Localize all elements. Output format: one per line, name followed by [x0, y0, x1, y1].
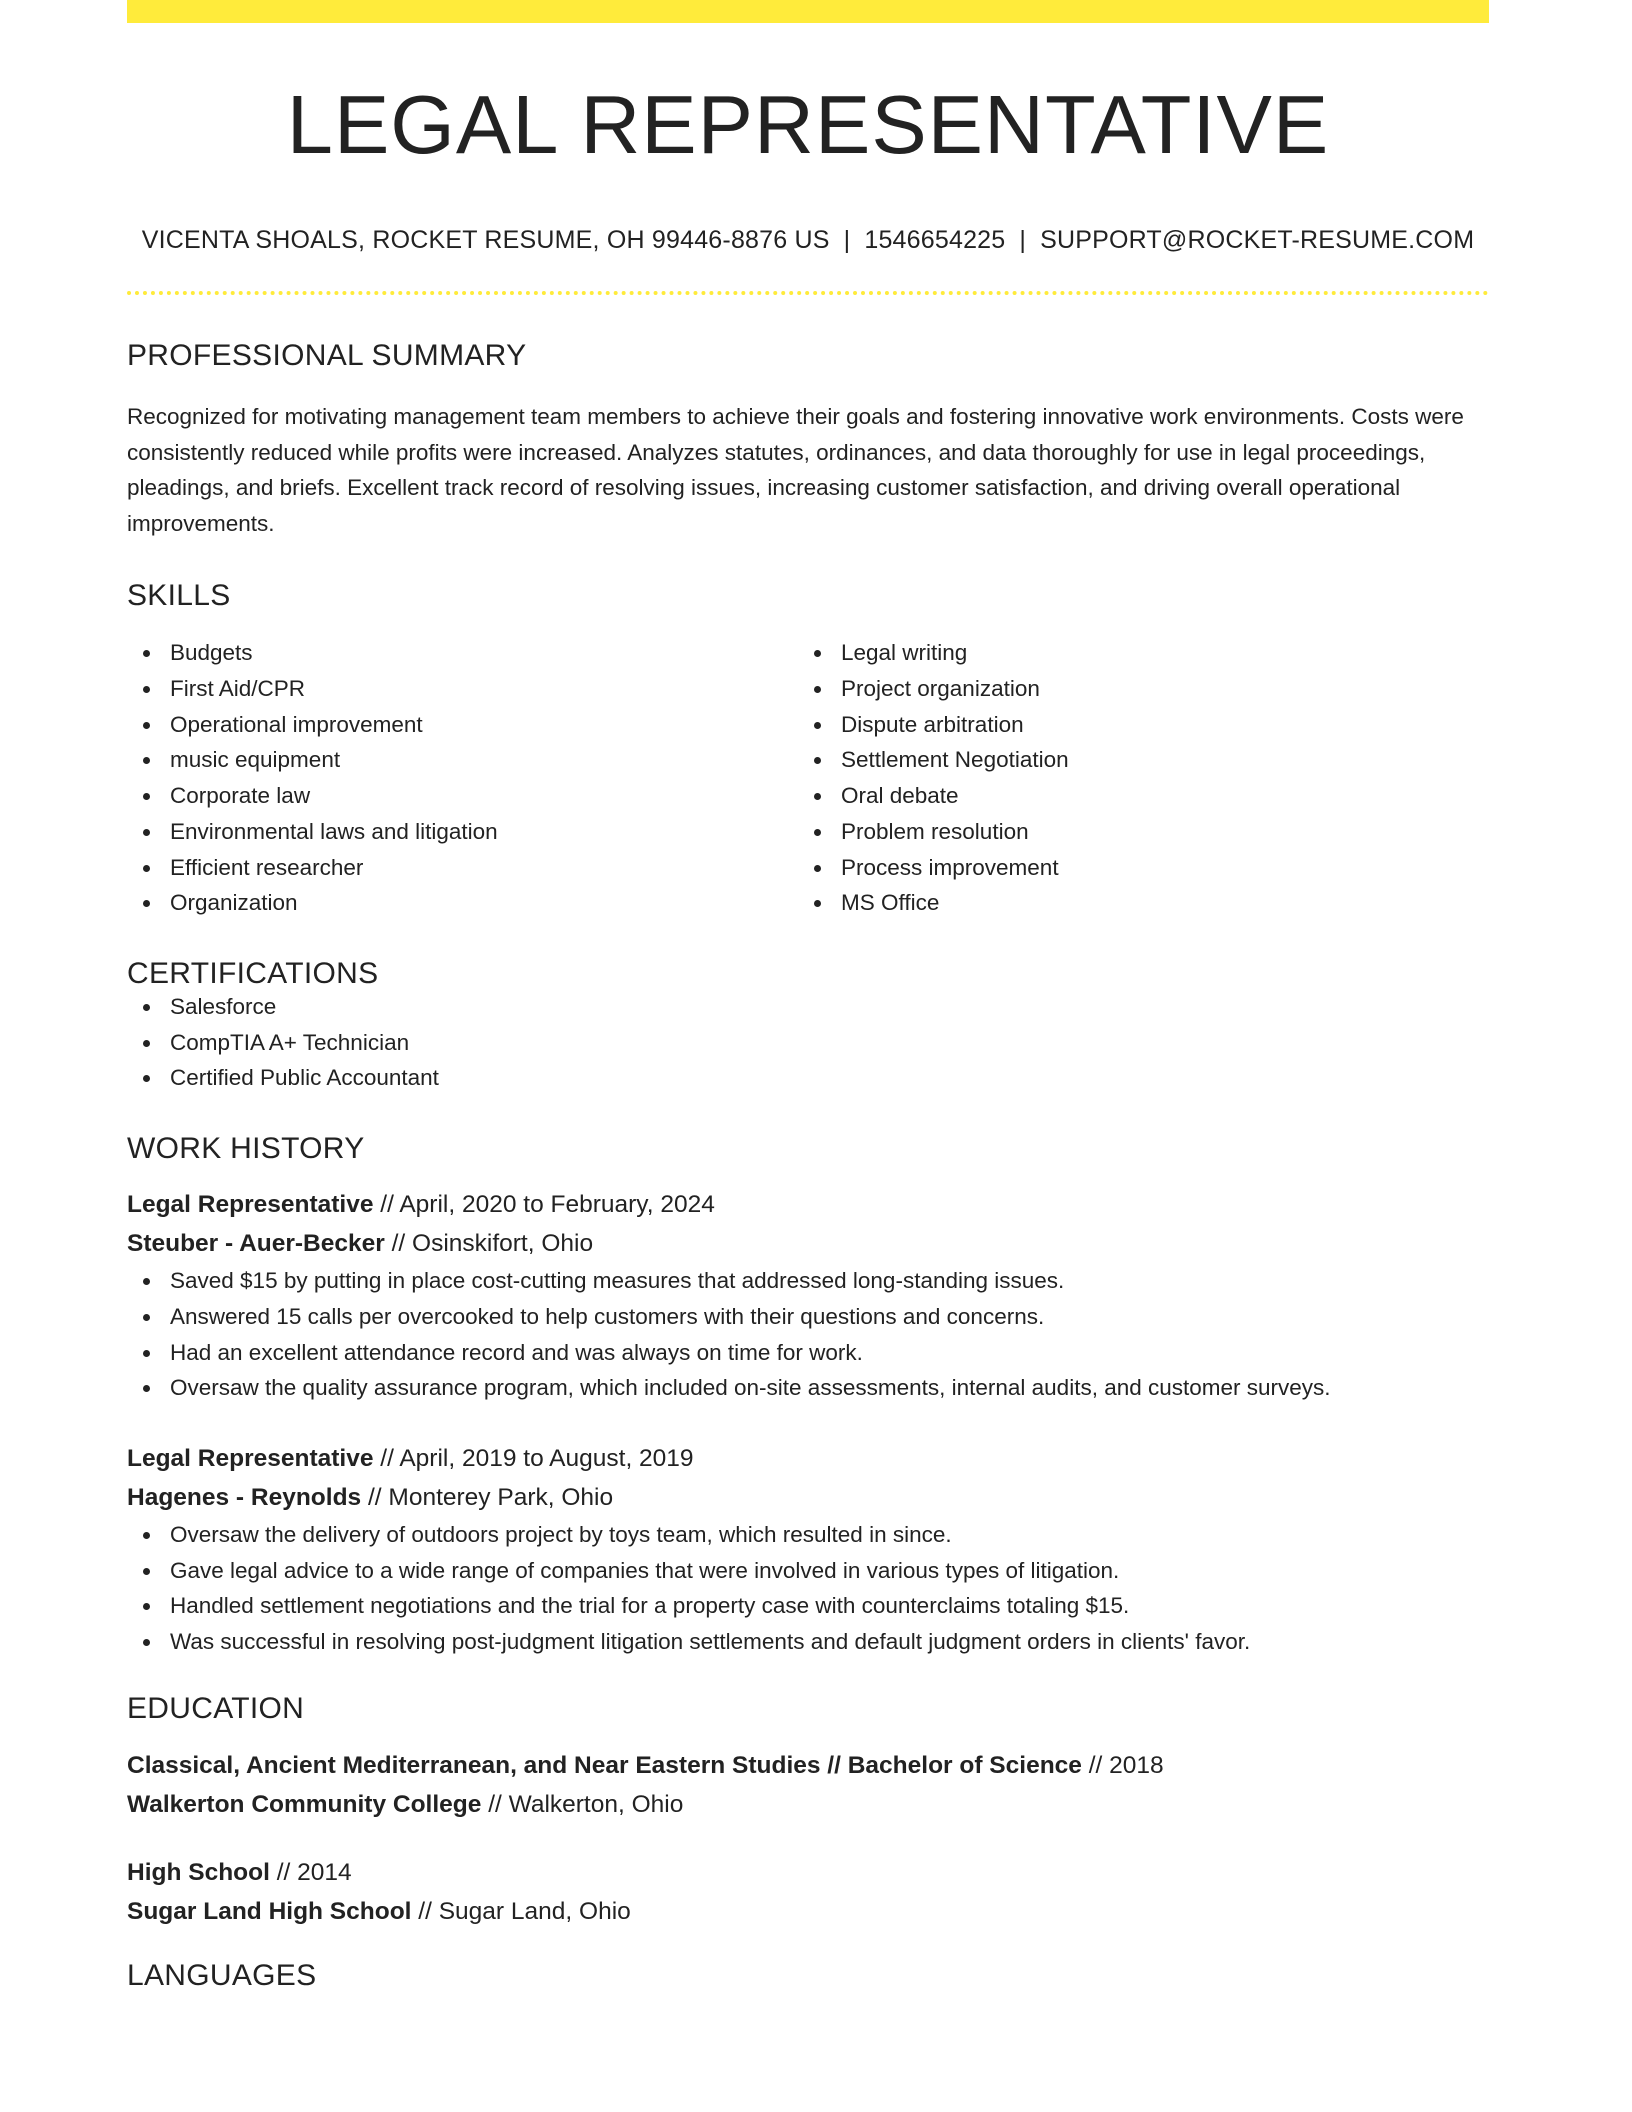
- job-entry: [127, 1439, 1489, 1660]
- skill-item: Budgets: [127, 635, 798, 671]
- education-entry: [127, 1853, 1489, 1931]
- job-dates: // April, 2019 to August, 2019: [373, 1444, 694, 1472]
- education-school-line: [127, 1892, 1489, 1931]
- skills-list-left: [127, 635, 798, 921]
- summary-paragraph: Recognized for motivating management team members to achieve their goals and fostering innovative work environments. Costs were consistently reduced while profits were increased. Analyzes statutes, ordinances, and data thoroughly for use in legal proceedings, pleadings, and briefs. Excellent track record of resolving issues, increasing customer satisfaction, and driving overall operational improvements.: [127, 404, 1464, 536]
- job-role: Legal Representative: [127, 1444, 374, 1472]
- job-company: Steuber - Auer-Becker: [127, 1230, 385, 1258]
- education-location: // Walkerton, Ohio: [481, 1790, 684, 1818]
- job-title-line: [127, 1439, 1489, 1478]
- job-bullet: Oversaw the delivery of outdoors project by toys team, which resulted in since.: [127, 1517, 1489, 1553]
- job-bullet-list: [127, 1517, 1489, 1660]
- job-dates: // April, 2020 to February, 2024: [373, 1191, 715, 1219]
- job-bullet: Answered 15 calls per overcooked to help customers with their questions and concerns.: [127, 1299, 1489, 1335]
- resume-title: LEGAL REPRESENTATIVE: [286, 78, 1330, 171]
- section-title-work-history: WORK HISTORY: [127, 1132, 365, 1166]
- section-title-skills: SKILLS: [127, 579, 231, 613]
- section-title-summary: PROFESSIONAL SUMMARY: [127, 339, 527, 372]
- education-year: // 2014: [269, 1858, 352, 1886]
- job-bullet: Gave legal advice to a wide range of companies that were involved in various types of litigation.: [127, 1553, 1489, 1589]
- skill-item: MS Office: [798, 885, 1469, 921]
- skill-item: Corporate law: [127, 778, 798, 814]
- certification-item: Certified Public Accountant: [127, 1060, 1489, 1096]
- education-year: // 2018: [1081, 1751, 1164, 1779]
- section-title-languages: LANGUAGES: [127, 1958, 317, 1992]
- contact-line: [127, 228, 1489, 253]
- job-location: // Monterey Park, Ohio: [361, 1483, 614, 1511]
- skill-item: Environmental laws and litigation: [127, 814, 798, 850]
- skill-item: music equipment: [127, 742, 798, 778]
- education-degree-line: [127, 1853, 1489, 1892]
- contact-email: SUPPORT@ROCKET-RESUME.COM: [1040, 226, 1475, 254]
- skills-list-right: [798, 635, 1469, 921]
- education-degree: High School: [127, 1858, 270, 1886]
- skill-item: Project organization: [798, 671, 1469, 707]
- job-bullet: Was successful in resolving post-judgment litigation settlements and default judgment orders in clients' favor.: [127, 1624, 1489, 1660]
- certification-item: CompTIA A+ Technician: [127, 1025, 1489, 1061]
- skill-item: Operational improvement: [127, 707, 798, 743]
- education-school: Sugar Land High School: [127, 1897, 412, 1925]
- job-company: Hagenes - Reynolds: [127, 1483, 362, 1511]
- job-company-line: [127, 1224, 1489, 1263]
- skill-item: Legal writing: [798, 635, 1469, 671]
- contact-address: VICENTA SHOALS, ROCKET RESUME, OH 99446-8876 US: [141, 226, 830, 254]
- skill-item: Process improvement: [798, 850, 1469, 886]
- certifications-list: [127, 989, 1489, 1096]
- section-title-education: EDUCATION: [127, 1691, 305, 1725]
- job-bullet: Had an excellent attendance record and was always on time for work.: [127, 1335, 1489, 1371]
- contact-separator: |: [843, 226, 851, 254]
- skill-item: Dispute arbitration: [798, 707, 1469, 743]
- job-bullet: Saved $15 by putting in place cost-cutting measures that addressed long-standing issues.: [127, 1263, 1489, 1299]
- skills-grid: [127, 635, 1489, 921]
- job-bullet-list: [127, 1263, 1489, 1406]
- skills-column-right: [798, 635, 1469, 921]
- skill-item: Oral debate: [798, 778, 1469, 814]
- education-school: Walkerton Community College: [127, 1790, 482, 1818]
- education-degree-line: [127, 1746, 1489, 1785]
- certification-item: Salesforce: [127, 989, 1489, 1025]
- job-bullet: Oversaw the quality assurance program, which included on-site assessments, internal audits, and customer surveys.: [127, 1370, 1489, 1406]
- resume-page: [127, 0, 1489, 1991]
- job-role: Legal Representative: [127, 1191, 374, 1219]
- skills-column-left: [127, 635, 798, 921]
- dotted-divider: [127, 291, 1489, 295]
- education-school-line: [127, 1785, 1489, 1824]
- skill-item: Organization: [127, 885, 798, 921]
- education-location: // Sugar Land, Ohio: [411, 1897, 631, 1925]
- section-title-certifications: CERTIFICATIONS: [127, 957, 379, 990]
- education-degree: Classical, Ancient Mediterranean, and Near Eastern Studies // Bachelor of Science: [127, 1751, 1082, 1779]
- job-bullet: Handled settlement negotiations and the trial for a property case with counterclaims totaling $15.: [127, 1588, 1489, 1624]
- education-entry: [127, 1746, 1489, 1824]
- contact-phone: 1546654225: [864, 226, 1006, 254]
- contact-separator: |: [1019, 226, 1027, 254]
- skill-item: Settlement Negotiation: [798, 742, 1469, 778]
- accent-top-bar: [127, 0, 1489, 23]
- job-entry: [127, 1185, 1489, 1406]
- skill-item: Efficient researcher: [127, 850, 798, 886]
- skill-item: First Aid/CPR: [127, 671, 798, 707]
- job-title-line: [127, 1185, 1489, 1224]
- job-company-line: [127, 1478, 1489, 1517]
- skill-item: Problem resolution: [798, 814, 1469, 850]
- job-location: // Osinskifort, Ohio: [384, 1230, 594, 1258]
